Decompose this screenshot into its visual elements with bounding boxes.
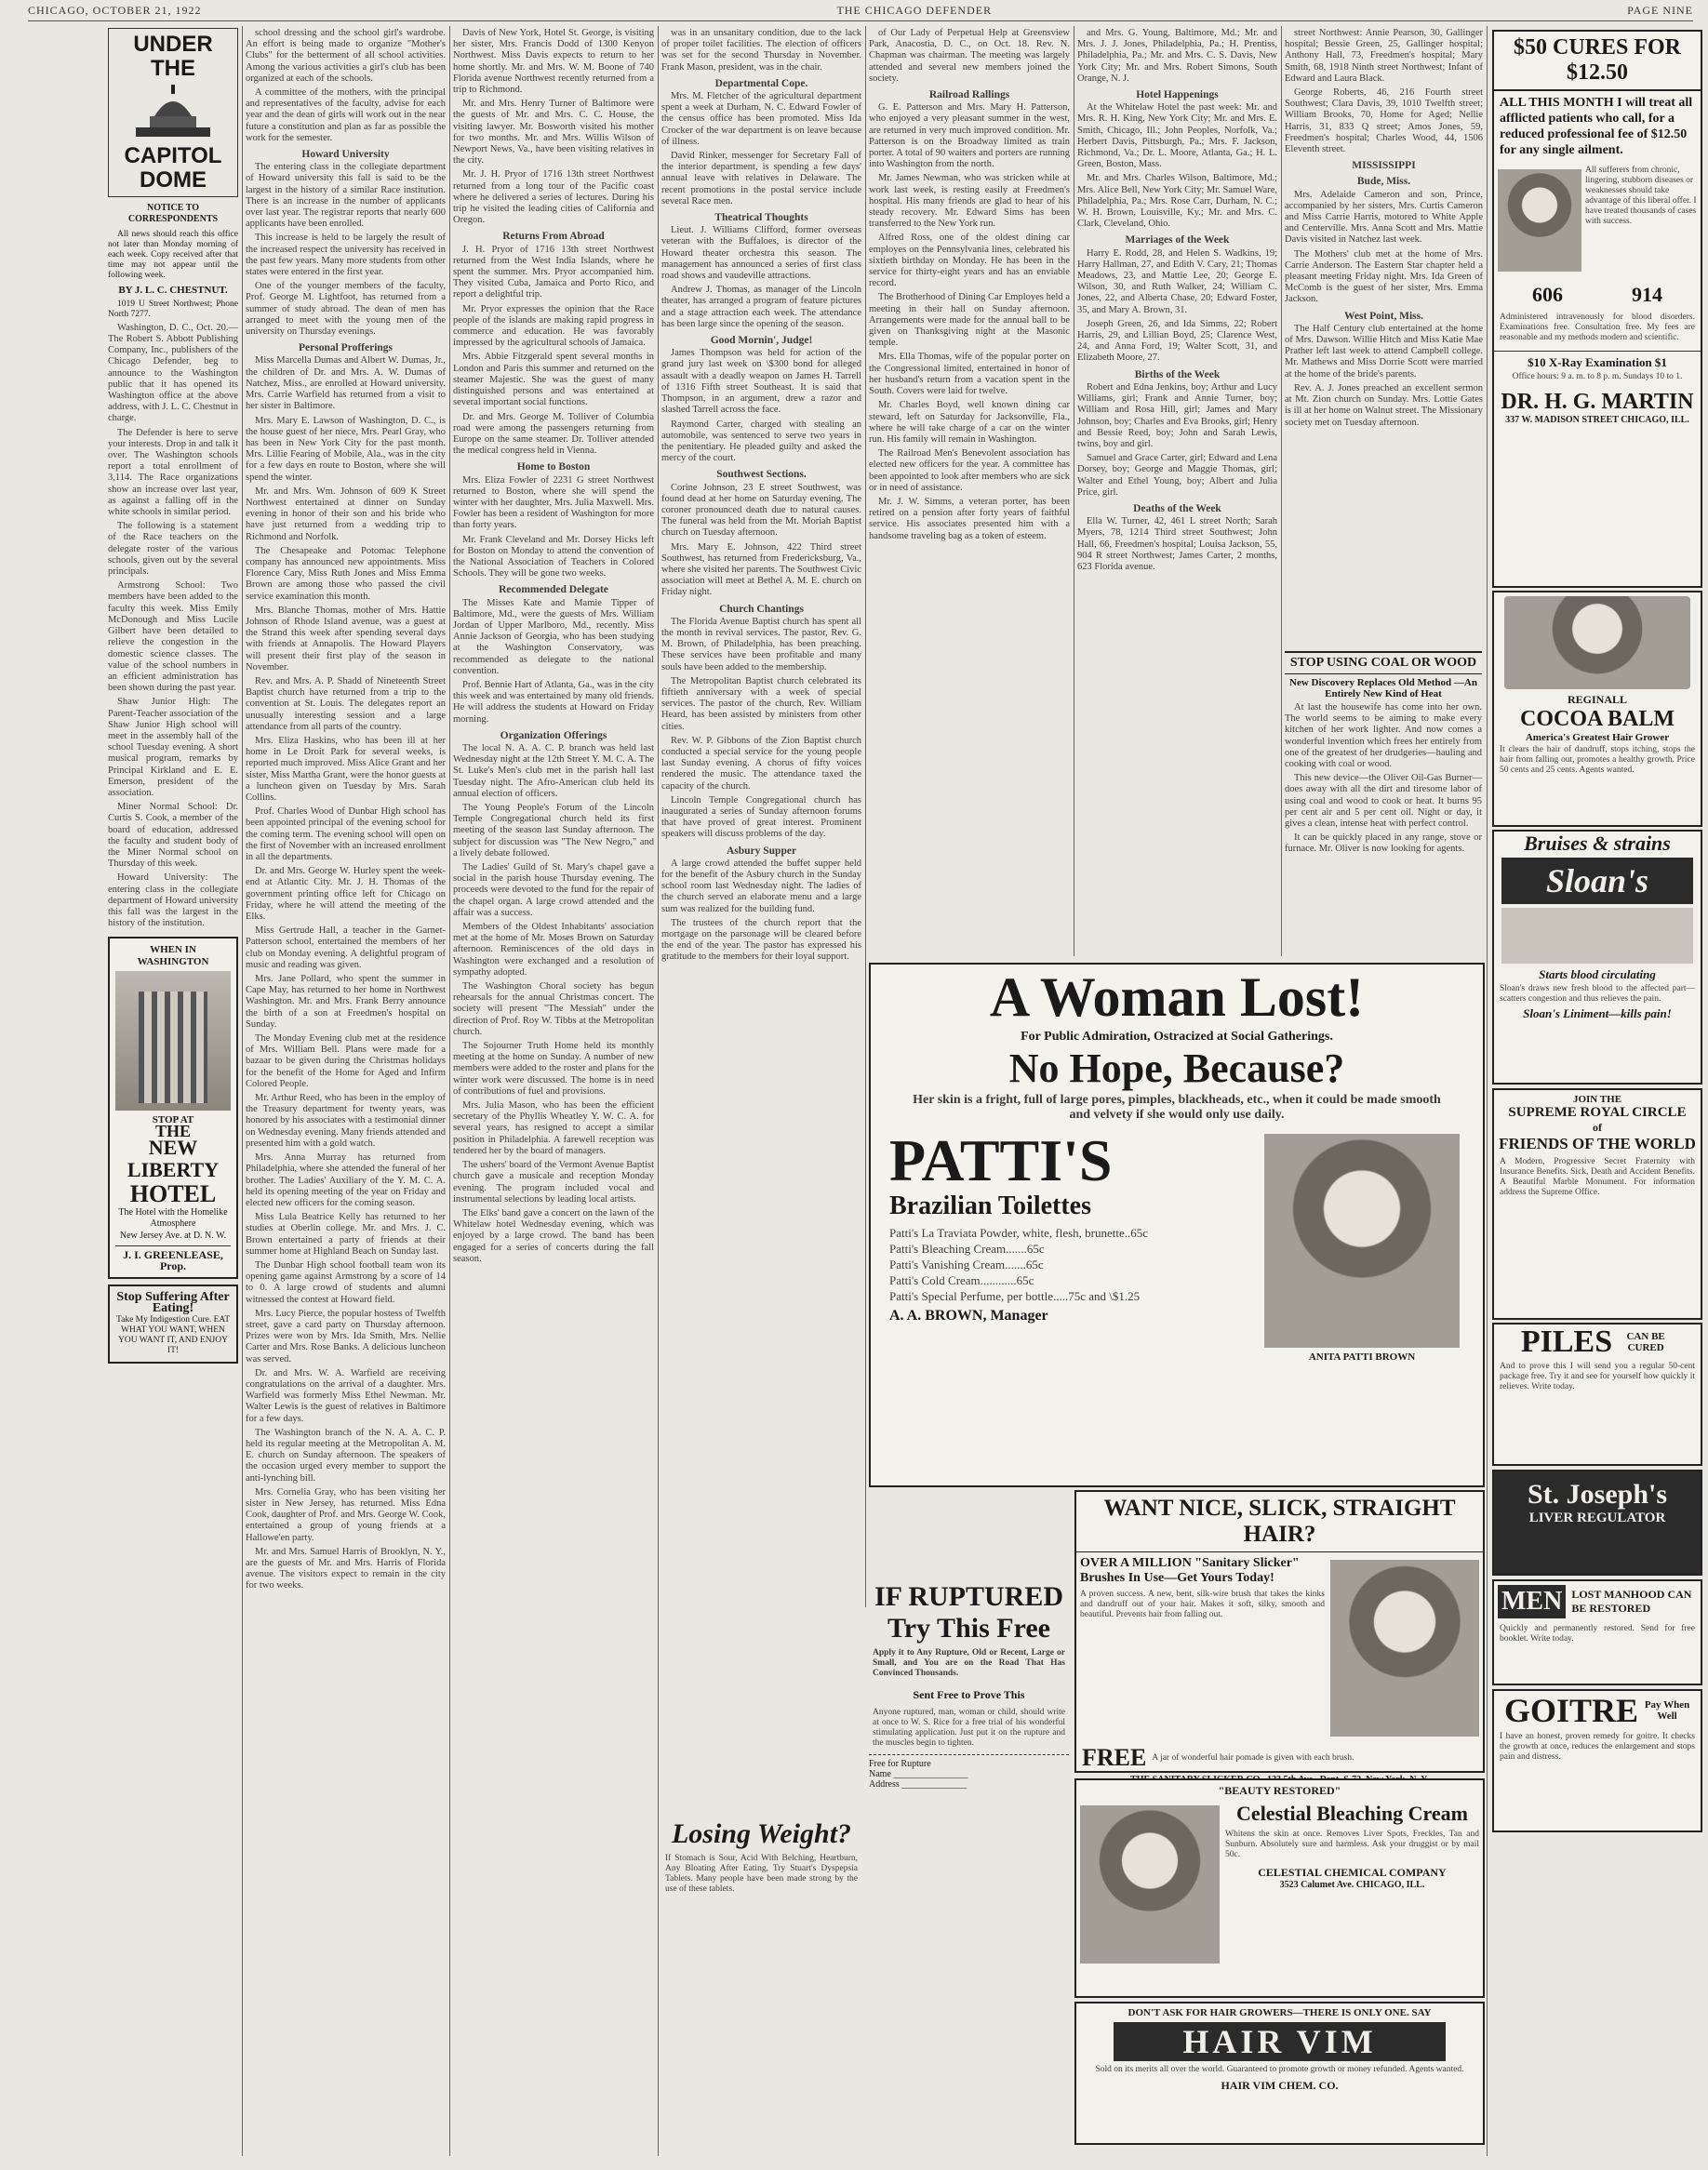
cocoa-top: REGINALL — [1567, 693, 1627, 706]
section-recommended: Recommended Delegate — [499, 584, 608, 596]
friends-of: of — [1593, 1121, 1602, 1134]
hotel-tagline: The Hotel with the Homelike Atmosphere — [118, 1207, 228, 1230]
manhood-ad — [1492, 1579, 1702, 1685]
coal-subhead: New Discovery Replaces Old Method —An Entirely New Kind of Heat — [1289, 677, 1477, 699]
hair-vim-ad — [1074, 2002, 1485, 2145]
notice-title: NOTICE TO CORRESPONDENTS — [127, 203, 219, 225]
coal-ad — [1285, 651, 1482, 958]
sloans-body: Sloan's draws new fresh blood to the affected part—scatters congestion and thus relieves the pain. — [1500, 984, 1695, 1004]
capitol-dome-icon — [131, 83, 215, 139]
section-asbury: Asbury Supper — [726, 845, 797, 857]
hotel-word: HOTEL — [129, 1180, 217, 1208]
weight-headline: Losing Weight? — [671, 1818, 852, 1849]
hotel-line2: STOP AT — [152, 1113, 194, 1125]
ruptured-coupon: Free for Rupture Name ________________ Address ______________ — [869, 1754, 1069, 1790]
cocoa-body: It clears the hair of dandruff, stops itching, stops the hair from falling out, promotes a healthy growth. Price 50 cents and 25 cents. Agents wanted. — [1500, 745, 1695, 775]
pattis-agent: A. A. BROWN, Manager — [889, 1308, 1048, 1324]
header-date: CHICAGO, OCTOBER 21, 1922 — [28, 4, 202, 17]
article-text: Washington, D. C., Oct. 20.—The Robert S. Abbott Publishing Company, Inc., publishers of the Chicago Defender, beg to announce to the Washington public that it has opened its Washington office at the above address, with J. L. C. Chestnut in charge. The Defender is here to serve your interests. Drop in and talk it over. The Washington schools report a total enrollment of 3,114. The Race organizations show an increase over last year, as against a falling off in the white schools in similar period. The following is a statement of the Race teachers on the delegate roster of the various schools, given out by the several principals. Armstrong School: Two members have been added to the faculty this week. Miss Emily McDonough and Miss Lucile Gilbert have been detailed to relieve the congestion in the domestic science classes. The value of the school numbers in an efficient administration has been shown during the past year. Shaw Junior High: The Parent-Teacher association of the Shaw Junior High school will meet in the assembly hall of the school Tuesday evening. A short musical program, remarks by Principal Kirkland and E. E. Emerson, president of the association. Miner Normal School: Dr. Curtis S. Cook, a member of the board of education, addressed the faculty and student body of the Miner Normal school on Thursday of this week. Howard University: The entering class in the collegiate department of Howard university this fall was the largest in the history of the institution. — [108, 322, 238, 929]
cocoa-subhead: America's Greatest Hair Grower — [1525, 732, 1670, 743]
slicker-portrait — [1330, 1560, 1479, 1737]
pattis-products: Patti's La Traviata Powder, white, flesh, brunette..65c Patti's Bleaching Cream.......65c Patti's Vanishing Cream.......65c Patti's Cold Cream............65c Patti's Special Perfume, per bottle.....75c and \$1.25 — [889, 1226, 1149, 1303]
sloans-subhead: Starts blood circulating — [1539, 967, 1656, 981]
woman-lost-body: Her skin is a fright, full of large pores, pimples, blackheads, etc., when it could be made smooth and velvety if she would only use daily. — [913, 1093, 1441, 1122]
column-5: of Our Lady of Perpetual Help at Greensview Park, Anacostia, D. C., on Oct. 18. Rev. N. Chapman was chairman. The meeting was largely attended and several new members joined the society. Railroad Rallings G. E. Patterson and Mrs. Mary H. Patterson, who enjoyed a very pleasant summer in the west, are returned in very much improved condition. Mr. Patterson is on the Broadway limited as train porter. A total of 90 waiters and porters are running into Washington from the north. Mr. James Newman, who was stricken while at work last week, is resting easily at Freedmen's hospital. His many friends are glad to hear of his steady recovery. Mr. Edward Sims has been transferred to the New York run. Alfred Ross, one of the oldest dining car employes on the Pennsylvania lines, celebrated his sixtieth birthday on Monday. He has been in the service for thirty-eight years and has an enviable record. The Brotherhood of Dining Car Employes held a meeting in their hall on Sunday afternoon. Arrangements were made for the annual ball to be given on Thanksgiving night at the Masonic temple. Mrs. Ella Thomas, wife of the popular porter on the Congressional limited, entertained in honor of her husband's return from a vacation spent in the South. Covers were laid for twelve. Mr. Charles Boyd, well known dining car steward, left on Saturday for Jacksonville, Fla., where he will take charge of a car on the winter run. His family will remain in Washington. The Railroad Men's Benevolent association has elected new officers for the year. A committee has been appointed to look after members who are sick or in need of assistance. Mr. J. W. Simms, a veteran porter, has been retired on a pension after forty years of faithful service. His associates presented him with a handsome traveling bag as a token of esteem. — [869, 28, 1070, 541]
section-southwest: Southwest Sections. — [716, 469, 807, 481]
cures-headline: $50 CURES FOR $12.50 — [1494, 32, 1701, 91]
sloans-ad — [1492, 830, 1702, 1085]
xray-text: Office hours: 9 a. m. to 8 p. m. Sundays 10 to 1. — [1512, 372, 1683, 381]
manhood-headline: MEN — [1498, 1585, 1566, 1618]
column-rule — [242, 26, 243, 2156]
column-3: Davis of New York, Hotel St. George, is visiting her sister, Mrs. Francis Dodd of 1300 Kenyon Northwest. Miss Davis expects to return to her home shortly. Mr. and Mrs. W. M. Boone of 740 Florida avenue Northwest recently returned from a trip to Richmond. Mr. and Mrs. Henry Turner of Baltimore were the guests of Mr. and Mrs. C. C. House, the visiting lawyer. Mr. Bosworth visited his mother for two months. Mr. and Mrs. Willis Wilson of Newport News, Va., have been visiting relatives in the city. Mr. J. H. Pryor of 1716 13th street Northwest returned from a long tour of the Pacific coast where he delivered a series of lectures. During his trip he visited the leading cities of California and Oregon. Returns From Abroad J. H. Pryor of 1716 13th street Northwest returned from the West India Islands, where he spent the summer. Mrs. Pryor accompanied him. They visited Cuba, Jamaica and Porto Rico, and report a delightful trip. Mr. Pryor expresses the opinion that the Race people of the islands are making rapid progress in commerce and education. He was favorably impressed by the agricultural schools of Jamaica. Mrs. Abbie Fitzgerald spent several months in London and Paris this summer and returned on the steamer Majestic. She was the guest of many distinguished persons and was entertained at several important social functions. Dr. and Mrs. George M. Tolliver of Columbia road were among the passengers returning from Europe on the same steamer. Dr. Tolliver attended the medical congress held in Vienna. Home to Boston Mrs. Eliza Fowler of 2231 G street Northwest returned to Boston, where she will spend the winter with her daughter, Mrs. Julia Maxwell. Mrs. Fowler has been a resident of Washington for more than forty years. Mr. Frank Cleveland and Mr. Dorsey Hicks left for Boston on Monday to attend the convention of the National Association of Teachers in Colored Schools. They will be gone two weeks. Recommended Delegate The Misses Kate and Mamie Tipper of Baltimore, Md., were the guests of Mrs. William Jordan of Upper Marlboro, Md., recently. Miss Annie Jackson of Georgia, who has been studying at the Washington Conservatory, was recommended as delegate to the national convention. Prof. Bennie Hart of Atlanta, Ga., was in the city this week and was entertained by many old friends. He will address the students at Howard on Friday morning. Organization Offerings The local N. A. A. C. P. branch was held last Wednesday night at the 12th Street Y. M. C. A. The St. Luke's Men's club met in the parish hall last Tuesday night. The Afro-American club held its annual election of officers. The Young People's Forum of the Lincoln Temple Congregational church held its first meeting of the season last Sunday afternoon. The subject for discussion was "The New Negro," and a lively debate followed. The Ladies' Guild of St. Mary's chapel gave a social in the parish house Thursday evening. The proceeds were devoted to the fund for the repair of the chapel organ. A large crowd attended and the affair was a success. Members of the Oldest Inhabitants' association met at the home of Mr. Moses Brown on Saturday afternoon. Reminiscences of the old days in Washington were exchanged and a resolution of sympathy adopted. The Washington Choral society has begun rehearsals for the annual Christmas concert. The society will present "The Messiah" under the direction of Prof. Roy W. Tibbs at the Metropolitan church. The Sojourner Truth Home held its monthly meeting at the home on Sunday. A number of new members were added to the roster and plans for the winter work were discussed. The home is in need of contributions of fuel and provisions. Mrs. Julia Mason, who has been the efficient secretary of the Phyllis Wheatley Y. W. C. A. for several years, has resigned to accept a similar position in Philadelphia. A farewell reception was tendered her by the board of managers. The ushers' board of the Vermont Avenue Baptist church gave a musicale and reception Monday evening. The program included vocal and instrumental selections by leading local artists. The Elks' band gave a concert on the lawn of the Whitelaw hotel Wednesday evening, which was enjoyed by a large crowd. The band has been engaged for a series of concerts during the fall season. — [453, 28, 654, 1264]
section-returns: Returns From Abroad — [502, 231, 605, 243]
hair-vim-brand: HAIR VIM — [1114, 2022, 1446, 2061]
indigestion-ad — [108, 1285, 238, 1363]
section-departmental: Departmental Cope. — [714, 77, 808, 89]
woman-lost-subhead: For Public Admiration, Ostracized at Social Gatherings. — [1021, 1030, 1333, 1044]
pattis-brand: PATTI'S — [889, 1127, 1113, 1193]
bleach-headline: Celestial Bleaching Cream — [1236, 1802, 1468, 1825]
sloans-brand: Sloan's — [1501, 858, 1693, 904]
xray-offer: $10 X-Ray Examination $1 — [1494, 351, 1701, 370]
pattis-brand2: Brazilian Toilettes — [889, 1192, 1091, 1220]
hotel-address: New Jersey Ave. at D. N. W. — [119, 1230, 227, 1241]
section-railroad: Railroad Rallings — [928, 89, 1010, 101]
friends-headline: SUPREME ROYAL CIRCLE — [1508, 1105, 1687, 1120]
piles-body: And to prove this I will send you a regular 50-cent package free. Try it and see for yourself how quickly it relieves. Write today. — [1500, 1362, 1695, 1391]
goitre-ad — [1492, 1689, 1702, 1832]
section-bude: Bude, Miss. — [1356, 176, 1411, 188]
cures-more: Administered intravenously for blood disorders. Examinations free. Consultation free. My fees are reasonable and my methods modern and scientific. — [1500, 313, 1695, 342]
capitol-title-right: CAPITOL DOME — [124, 143, 222, 193]
pattis-ad — [869, 963, 1485, 1487]
capitol-title-left: UNDER THE — [133, 32, 213, 81]
section-home: Home to Boston — [516, 461, 591, 473]
notice-body: All news should reach this office not later than Monday morning of each week. Copy received after that time may not appear until the following week. — [108, 229, 238, 280]
weight-body: If Stomach is Sour, Acid With Belching, Heartburn, Any Bloating After Eating, Try Stuart's Dyspepsia Tablets. Many people have been made strong by the use of these tablets. — [665, 1854, 858, 1894]
hotel-proprietor: J. I. GREENLEASE, Prop. — [115, 1245, 231, 1271]
hair-vim-body: Sold on its merits all over the world. Guaranteed to promote growth or money refunded. Agents wanted. — [1095, 2065, 1464, 2074]
hotel-line3: THE — [154, 1121, 191, 1140]
coal-body: At last the housewife has come into her own. The world seems to be aiming to make every kitchen of her work lighter. And now comes a wonderful invention which frees her entirely from one of the greatest of her drudgeries—hauling and cooking with coal or wood. This new device—the Oliver Oil-Gas Burner—does away with all the dirt and tiresome labor of using coal and wood to cook or heat. It burns 95 per cent air and 5 per cent oil. Night or day, it gives a clean, intense heat with perfect control. It can be quickly placed in any range, stove or furnace. Mr. Oliver is now looking for agents. — [1285, 702, 1482, 855]
friends-of-world-ad — [1492, 1088, 1702, 1320]
st-josephs-subhead: LIVER REGULATOR — [1528, 1511, 1666, 1525]
section-theatrical: Theatrical Thoughts — [714, 212, 808, 224]
manhood-subhead: LOST MANHOOD CAN BE RESTORED — [1571, 1588, 1692, 1615]
bleach-address: 3523 Calumet Ave. CHICAGO, ILL. — [1279, 1880, 1425, 1890]
piles-side: CAN BE CURED — [1626, 1331, 1665, 1353]
cocoa-headline: COCOA BALM — [1519, 707, 1675, 731]
slicker-body: A proven success. A new, bent, silk-wire brush that takes the kinks and dandruff out of your hair. Makes it soft, silky, smooth and beautiful. Prevents hair from falling out. — [1080, 1590, 1325, 1619]
column-rule — [1487, 26, 1488, 2156]
capitol-dome-heading — [108, 28, 238, 197]
section-organization: Organization Offerings — [500, 729, 607, 741]
column-rule — [658, 26, 659, 2156]
sloans-headline: Bruises & strains — [1524, 832, 1671, 855]
section-church: Church Chantings — [719, 603, 804, 615]
slicker-subhead: OVER A MILLION "Sanitary Slicker" Brushes In Use—Get Yours Today! — [1080, 1556, 1300, 1585]
sloans-bottle-image — [1501, 908, 1693, 964]
manhood-body: Quickly and permanently restored. Send for free booklet. Write today. — [1500, 1624, 1695, 1644]
section-personal: Personal Profferings — [298, 342, 394, 354]
new-liberty-hotel-ad — [108, 937, 238, 1279]
woman-lost-headline2: No Hope, Because? — [1008, 1045, 1345, 1091]
hotel-building-image — [115, 971, 231, 1111]
cures-body: ALL THIS MONTH I will treat all afflicted patients who call, for a reduced professional fee of $12.50 for any single ailment. — [1500, 96, 1693, 157]
slicker-free-text: A jar of wonderful hair pomade is given with each brush. — [1152, 1752, 1354, 1763]
column-2: school dressing and the school girl's wardrobe. An effort is being made to organize "Mother's Clubs" for the betterment of all school activities. Among the various activities a girl's club has been organized at each of the schools. A committee of the mothers, with the principal and representatives of the faculty, advise for each year and the dean of girls will work out in the near future a constitution and plan as far as possible the work for the semester. Howard University The entering class in the collegiate department of Howard university this fall is said to be the largest in the history of a similar Race institution. There is an increase in the number of applicants over last year. The registrar reports that nearly 600 applicants have been enrolled. This increase is held to be largely the result of the increased respect the university has received in the past few years. Many more students from other states were entered in the first year. One of the younger members of the faculty, Prof. George M. Lightfoot, has returned from a summer of study abroad. The dean of men has arranged to meet with the young men of the university on Thursday evenings. Personal Profferings Miss Marcella Dumas and Albert W. Dumas, Jr., the children of Dr. and Mrs. A. W. Dumas of Natchez, Miss., are enrolled at Howard university. Mrs. Carrie Warfield has returned from a visit to her sister in Baltimore. Mrs. Mary E. Lawson of Washington, D. C., is the house guest of her niece, Mrs. Pearl Gray, who has been in New York City for the past month. Mrs. Lillie Fearing of Mobile, Ala., was in the city for a few days en route to Boston, where she will spend the winter. Mr. and Mrs. Wm. Johnson of 609 K Street Northwest entertained at dinner on Sunday evening in honor of their son and his bride who have just returned from a wedding trip to Richmond and Norfolk. The Chesapeake and Potomac Telephone company has announced new appointments. Miss Florence Cary, Miss Ruth Jones and Miss Emma Brown are among those who passed the civil service examination this month. Mrs. Blanche Thomas, mother of Mrs. Hattie Johnson of Rhode Island avenue, was a guest at the Strand this week after spending several days with friends at Annapolis. The Howard Players will present their first play of the season in November. Rev. and Mrs. A. P. Shadd of Nineteenth Street Baptist church have returned from a trip to the convention at St. Louis. The delegates report an unusually interesting session and a large attendance from all parts of the country. Mrs. Eliza Haskins, who has been ill at her home in Le Droit Park for several weeks, is reported much improved. Miss Alice Grant and her sister, Miss Martha Grant, were the honor guests at a luncheon given on Tuesday by Mrs. Sarah Collins. Prof. Charles Wood of Dunbar High school has been appointed principal of the evening school for the coming term. The evening school will open on the first of November with an increased enrollment in all the departments. Dr. and Mrs. George W. Hurley spent the week-end at Atlantic City. Mr. J. H. Thomas of the government printing office left for Chicago on Friday, where he will attend the meeting of the Elks. Miss Gertrude Hall, a teacher in the Garnet-Patterson school, entertained the members of her club on Monday evening. A delightful program of music and reading was given. Mrs. Jane Pollard, who spent the summer in Cape May, has returned to her home in Northwest Washington. Mr. and Mrs. Frank Berry announce the birth of a son at Freedmen's hospital on Sunday. The Monday Evening club met at the residence of Mrs. William Bell. Plans were made for a bazaar to be given during the Christmas holidays for the benefit of the Home for Aged and Infirm Colored People. Mr. Arthur Reed, who has been in the employ of the Treasury department for twenty years, was honored by his associates with a testimonial dinner on Wednesday evening. Many friends attended and presented him with a gold watch. Mrs. Anna Murray has returned from Philadelphia, where she attended the funeral of her brother. The Ladies' Auxiliary of the Y. M. C. A. held its opening meeting of the year on Friday and elected new officers for the coming season. Miss Lula Beatrice Kelly has returned to her studies at Oberlin college. Mr. and Mrs. J. C. Brown entertained a party of friends at their summer home at Highland Beach on Sunday last. The Dunbar High school football team won its opening game against Armstrong by a score of 14 to 0. A large crowd of students and alumni witnessed the contest at Howard field. Mrs. Lucy Pierce, the popular hostess of Twelfth street, gave a card party on Thursday afternoon. Prizes were won by Mrs. Ida Smith, Mrs. Nellie Carter and Mrs. Rose Banks. A delicious luncheon was served. Dr. and Mrs. W. A. Warfield are receiving congratulations on the arrival of a daughter. Mrs. Warfield was formerly Miss Ethel Newman. Mr. Walter Lewis is the guest of relatives in Baltimore for a few days. The Washington branch of the N. A. A. C. P. held its regular meeting at the Metropolitan A. M. E. church on Sunday afternoon. The speakers of the occasion urged every member to support the anti-lynching bill. Mrs. Cornelia Gray, who has been visiting her sister in New Jersey, has returned. Miss Edna Cook, daughter of Prof. and Mrs. George W. Cook, entertained a group of young friends at a Hallowe'en party. Mr. and Mrs. Samuel Harris of Brooklyn, N. Y., are the guests of Mr. and Mrs. Harris of Florida avenue. The visitors expect to remain in the city for two weeks. — [246, 28, 446, 1591]
st-josephs-headline: St. Joseph's — [1527, 1479, 1668, 1510]
hotel-name: NEW LIBERTY — [127, 1136, 220, 1182]
ruptured-headline2: Try This Free — [887, 1613, 1050, 1644]
hair-vim-top: DON'T ASK FOR HAIR GROWERS—THERE IS ONLY ONE. SAY — [1128, 2007, 1432, 2018]
pattis-portrait — [1264, 1134, 1460, 1348]
column-rule — [1281, 26, 1282, 956]
column-4: was in an unsanitary condition, due to the lack of proper toilet facilities. The election of officers was set for the second Thursday in November. Frank Mason, president, was in the chair. Departmental Cope. Mrs. M. Fletcher of the agricultural department spent a week at Durham, N. C. Edward Fowler of the census office has been promoted. Miss Ida Crocker of the war department is on leave because of illness. David Rinker, messenger for Secretary Fall of the interior department, is spending a few days' annual leave with relatives in Delaware. The recent promotions in the postal service include several Race men. Theatrical Thoughts Lieut. J. Williams Clifford, former overseas veteran with the Buffaloes, is director of the Howard theater orchestra this season. The management has announced a series of first class road shows and vaudeville attractions. Andrew J. Thomas, as manager of the Lincoln theater, has arranged a program of feature pictures and a stage attraction each week. The attendance has been large since the opening of the season. Good Mornin', Judge! James Thompson was held for action of the grand jury last week on \$300 bond for alleged assault with a deadly weapon on James H. Tarrell of 1316 Fifth street Southeast. It is said that Thompson, in an argument, drew a razor and slashed Tarrell across the face. Raymond Carter, charged with stealing an automobile, was sentenced to serve two years in the penitentiary. He pleaded guilty and asked the mercy of the court. Southwest Sections. Corine Johnson, 23 E street Southwest, was found dead at her home on Saturday evening. The coroner pronounced death due to natural causes. The funeral was held from the Mt. Moriah Baptist church on Tuesday afternoon. Mrs. Mary E. Johnson, 422 Third street Southwest, has returned from Fredericksburg, Va., where she visited her parents. The Southwest Civic association will meet at Bethel A. M. E. church on Friday night. Church Chantings The Florida Avenue Baptist church has spent all the month in revival services. The pastor, Rev. G. M. Brown, of Philadelphia, has been preaching. These services have been profitable and many souls have been added to the membership. The Metropolitan Baptist church celebrated its fiftieth anniversary with a week of special services. The pastor of the church, Rev. William Heard, has been assisted by ministers from other cities. Rev. W. P. Gibbons of the Zion Baptist church conducted a special service for the young people last Sunday evening. A chorus of fifty voices rendered the music. The attendance taxed the capacity of the church. Lincoln Temple Congregational church has inaugurated a series of Sunday afternoon forums that have proved of great interest. Prominent speakers will discuss problems of the day. Asbury Supper A large crowd attended the buffet supper held for the benefit of the Asbury church in the Sunday school room last Wednesday night. The ladies of the church served an elaborate menu and a large sum was realized for the building fund. The trustees of the church report that the mortgage on the parsonage will be cleared before the end of the year. The pastor has expressed his gratitude to the members for their loyal support. — [661, 28, 862, 963]
cures-description: All sufferers from chronic, lingering, stubborn diseases or weaknesses should take advantage of this liberal offer. I have treated thousands of cases with success. — [1585, 166, 1697, 226]
celestial-bleach-ad — [1074, 1778, 1485, 1998]
cures-ad — [1492, 30, 1702, 588]
pattis-caption: ANITA PATTI BROWN — [1308, 1351, 1416, 1363]
doctor-name: DR. H. G. MARTIN — [1501, 390, 1694, 414]
ruptured-body: Apply it to Any Rupture, Old or Recent, Large or Small, and You are on the Road That Has Convinced Thousands. — [873, 1648, 1065, 1678]
indigestion-body: Take My Indigestion Cure. EAT WHAT YOU WANT, WHEN YOU WANT IT, AND ENJOY IT! — [115, 1314, 231, 1355]
sanitary-slicker-ad — [1074, 1490, 1485, 1773]
column-6: and Mrs. G. Young, Baltimore, Md.; Mr. and Mrs. J. J. Jones, Philadelphia, Pa.; H. Prentiss, Philadelphia, Pa.; Mr. and Mrs. C. S. Davis, New York City; Mr. and Mrs. Robert Simons, South Orange, N. J. Hotel Happenings At the Whitelaw Hotel the past week: Mr. and Mrs. R. H. King, New York City; Mr. and Mrs. E. Smith, Chicago, Ill.; John Peoples, Norfolk, Va.; Herbert Davis, Pittsburgh, Pa.; Mrs. F. Jackson, Richmond, Va.; Dr. L. Moore, Atlanta, Ga.; H. L. Green, Boston, Mass. Mr. and Mrs. Charles Wilson, Baltimore, Md.; Mrs. Alice Bell, New York City; Mr. Samuel Ware, Philadelphia, Pa.; Mrs. Rose Carr, Durham, N. C.; W. H. Brown, Louisville, Ky.; Mr. and Mrs. C. Clark, Cleveland, Ohio. Marriages of the Week Harry E. Rodd, 28, and Helen S. Wadkins, 19; Harry Hallman, 27, and Edith V. Cary, 21; Thomas Meadows, 23, and Mattie Lee, 20; George E. Wilson, 30, and Ruth Walker, 24; William C. Jones, 22, and Alberta Chase, 20; Edward Foster, 35, and Mary A. Brown, 31. Joseph Green, 26, and Ida Simms, 22; Robert Harris, 29, and Lillian Boyd, 25; Clarence West, 24, and Anna Ford, 19; Walter Scott, 31, and Elizabeth Moore, 27. Births of the Week Robert and Edna Jenkins, boy; Arthur and Lucy Williams, girl; Frank and Annie Turner, boy; William and Rosa Hill, girl; James and Mary Johnson, boy; Charles and Eva Brooks, girl; Henry and Bessie Reed, boy; John and Sarah Lewis, twins, boy and girl. Samuel and Grace Carter, girl; Edward and Lena Dorsey, boy; George and Maggie Thomas, girl; Walter and Ethel Young, boy; Albert and Julia Price, girl. Deaths of the Week Ella W. Turner, 42, 461 L street North; Sarah Myers, 78, 1214 Third street Southwest; John Hall, 66, Freedmen's hospital; Louisa Jackson, 55, 904 R street Northwest; James Carter, 2 months, 623 Florida avenue. — [1077, 28, 1277, 572]
bleach-company: CELESTIAL CHEMICAL COMPANY — [1258, 1866, 1447, 1879]
section-westpoint: West Point, Miss. — [1344, 310, 1423, 322]
section-morning: Good Mornin', Judge! — [710, 335, 813, 347]
slicker-headline: WANT NICE, SLICK, STRAIGHT HAIR? — [1076, 1492, 1483, 1552]
column-rule — [449, 26, 450, 2156]
section-hotel-happ: Hotel Happenings — [1136, 89, 1219, 101]
ruptured-ad — [869, 1581, 1069, 1963]
bleach-body: Whitens the skin at once. Removes Liver Spots, Freckles, Tan and Sunburn. Absolutely sure and harmless. Ask your druggist or by mail 50c. — [1225, 1830, 1479, 1859]
neosalvarsan-number: 914 — [1632, 283, 1662, 306]
ruptured-headline: IF RUPTURED — [874, 1581, 1064, 1612]
st-josephs-ad — [1492, 1470, 1702, 1576]
piles-ad — [1492, 1323, 1702, 1466]
losing-weight-ad — [661, 1818, 861, 2125]
column-7: street Northwest: Annie Pearson, 30, Gallinger hospital; Bessie Green, 25, Gallinger hospital; Anthony Hall, 73, Freedmen's hospital; Mary Smith, 68, 1918 Ninth street Northwest; Infant of Edward and Laura Black. George Roberts, 46, 216 Fourth street Southwest; Clara Davis, 39, 1010 Twelfth street; William Brooks, 70, Home for Aged; Nellie Harris, 31, 833 Q street; Amos Jones, 59, Freedmen's hospital; Charles Wood, 44, 1506 Eleventh street. MISSISSIPPI Bude, Miss. Mrs. Adelaide Cameron and son, Prince, accompanied by her sisters, Mrs. Curtis Cameron and Miss Carrie Harris, motored to White Apple and Centerville. Mrs. Anna Scott and Mrs. Mattie Davis visited in Natchez last week. The Mothers' club met at the home of Mrs. Carrie Anderson. The Eastern Star chapter held a pleasant meeting Friday night. Mrs. Ida Green of McComb is the guest of her sister, Mrs. Emma Jackson. West Point, Miss. The Half Century club entertained at the home of Mrs. Dawson. Willie Hitch and Miss Katie Mae Prather left last week to attend Campbell college. Mr. Mathews and Miss Dorrie Scott were married at the home of the bride's parents. Rev. A. J. Jones preached an excellent sermon at Mt. Zion church on Sunday. Mrs. Lottie Gates is ill at her home on Walnut street. The Missionary society met on Tuesday afternoon. — [1285, 28, 1483, 428]
header-masthead: THE CHICAGO DEFENDER — [836, 4, 993, 17]
column-rule — [865, 26, 866, 1607]
coal-headline: STOP USING COAL OR WOOD — [1285, 651, 1482, 674]
bleach-portrait — [1080, 1805, 1220, 1964]
cocoa-balm-ad — [1492, 591, 1702, 827]
friends-body: A Modern, Progressive Secret Fraternity with Insurance Benefits. Sick, Death and Accident Benefits. A Beautiful Marble Monument. For information address the Supreme Office. — [1500, 1157, 1695, 1197]
section-births: Births of the Week — [1134, 368, 1221, 380]
cocoa-balm-portrait — [1504, 596, 1690, 689]
doctor-address: 337 W. MADISON STREET CHICAGO, ILL. — [1505, 415, 1689, 425]
section-deaths: Deaths of the Week — [1133, 502, 1221, 514]
byline: BY J. L. C. CHESTNUT. — [118, 284, 228, 296]
page-header — [28, 4, 1693, 21]
friends-top: JOIN THE — [1572, 1094, 1622, 1105]
sloans-footer: Sloan's Liniment—kills pain! — [1523, 1006, 1672, 1020]
hair-vim-company: HAIR VIM CHEM. CO. — [1221, 2079, 1339, 2092]
salvarsan-number: 606 — [1532, 283, 1563, 306]
header-page: PAGE NINE — [1627, 4, 1693, 17]
goitre-side: Pay When Well — [1644, 1699, 1690, 1722]
section-marriages: Marriages of the Week — [1125, 234, 1230, 246]
friends-headline2: FRIENDS OF THE WORLD — [1499, 1135, 1696, 1152]
woman-lost-headline: A Woman Lost! — [989, 966, 1365, 1028]
hotel-line1: WHEN IN WASHINGTON — [137, 944, 209, 967]
slicker-free: FREE — [1082, 1744, 1147, 1771]
section-howard: Howard University — [301, 149, 390, 161]
column-1 — [108, 28, 238, 2158]
byline-address: 1019 U Street Northwest; Phone North 7277. — [108, 299, 238, 319]
ruptured-body2: Anyone ruptured, man, woman or child, should write at once to W. S. Rice for a free trial of his wonderful stimulating application. Just put it on the rupture and the muscles begin to tighten. — [873, 1708, 1065, 1748]
doctor-portrait — [1498, 169, 1581, 272]
indigestion-title: Stop Suffering After Eating! — [116, 1290, 230, 1316]
section-mississippi: MISSISSIPPI — [1352, 160, 1416, 172]
goitre-headline: GOITRE — [1503, 1692, 1639, 1729]
ruptured-subhead: Sent Free to Prove This — [913, 1688, 1025, 1701]
bleach-top: "BEAUTY RESTORED" — [1218, 1784, 1341, 1797]
piles-headline: PILES — [1520, 1325, 1613, 1359]
goitre-body: I have an honest, proven remedy for goitre. It checks the growth at once, reduces the enlargement and stops pain and distress. — [1500, 1732, 1695, 1762]
